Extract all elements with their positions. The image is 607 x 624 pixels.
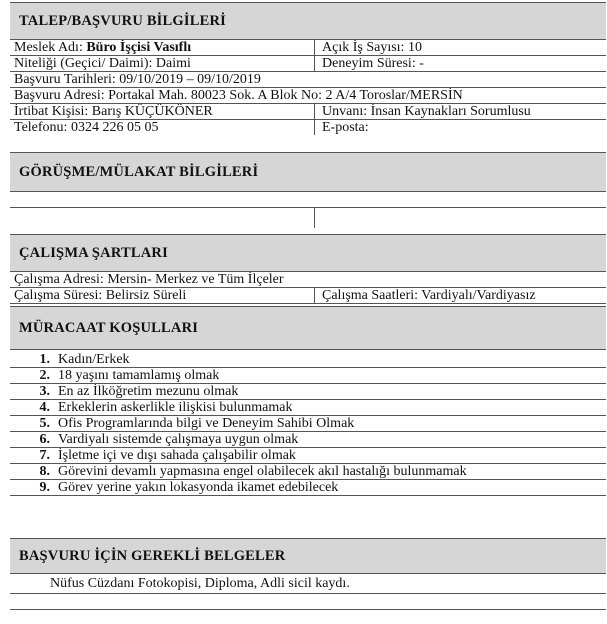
gorusme-row-1 <box>10 192 606 208</box>
documents-row <box>10 576 606 594</box>
row-calisma-adres <box>10 272 606 288</box>
condition-item: 3. En az İlköğretim mezunu olmak <box>10 384 606 400</box>
row-meslek <box>10 40 606 56</box>
conditions-spacer <box>10 496 606 514</box>
irtibat-field: İrtibat Kişisi: Barış KÜÇÜKÖNER <box>14 104 213 119</box>
row-adres <box>10 88 606 104</box>
condition-item: 1. Kadın/Erkek <box>10 352 606 368</box>
section-title: BAŞVURU İÇİN GEREKLİ BELGELER <box>19 547 286 564</box>
section-title: GÖRÜŞME/MÜLAKAT BİLGİLERİ <box>19 163 259 180</box>
condition-item: 2. 18 yaşını tamamlamış olmak <box>10 368 606 384</box>
section-header-calisma <box>10 234 606 272</box>
row-calisma-sure <box>10 288 606 304</box>
section-header-talep <box>10 2 606 40</box>
section-header-muracaat <box>10 306 606 350</box>
condition-item: 6. Vardiyalı sistemde çalışmaya uygun olmak <box>10 432 606 448</box>
row-tarih <box>10 72 606 88</box>
condition-item: 8. Görevini devamlı yapmasına engel olabilecek akıl hastalığı bulunmamak <box>10 464 606 480</box>
section-title: ÇALIŞMA ŞARTLARI <box>19 244 168 261</box>
gorusme-row-2 <box>10 208 606 228</box>
calisma-saat-field: Çalışma Saatleri: Vardiyalı/Vardiyasız <box>322 288 536 303</box>
row-irtibat <box>10 104 606 120</box>
section-header-belgeler <box>10 538 606 574</box>
telefon-field: Telefonu: 0324 226 05 05 <box>14 120 159 135</box>
documents-text: Nüfus Cüzdanı Fotokopisi, Diploma, Adli sicil kaydı. <box>50 576 350 591</box>
documents-row-empty <box>10 594 606 610</box>
tarih-field: Başvuru Tarihleri: 09/10/2019 – 09/10/2019 <box>14 72 261 87</box>
section-title: MÜRACAAT KOŞULLARI <box>19 319 199 336</box>
section-title: TALEP/BAŞVURU BİLGİLERİ <box>19 12 226 29</box>
deneyim-field: Deneyim Süresi: - <box>322 56 424 71</box>
row-telefon <box>10 120 606 136</box>
unvan-field: Unvanı: İnsan Kaynakları Sorumlusu <box>322 104 531 119</box>
calisma-sure-field: Çalışma Süresi: Belirsiz Süreli <box>14 288 187 303</box>
condition-item: 9. Görev yerine yakın lokasyonda ikamet edebilecek <box>10 480 606 496</box>
row-nitelik <box>10 56 606 72</box>
calisma-adres-field: Çalışma Adresi: Mersin- Merkez ve Tüm İlçeler <box>14 272 284 287</box>
meslek-field: Meslek Adı: Büro İşçisi Vasıflı <box>14 40 192 55</box>
acik-is-field: Açık İş Sayısı: 10 <box>322 40 422 55</box>
eposta-field: E-posta: <box>322 120 369 135</box>
condition-item: 4. Erkeklerin askerlikle ilişkisi bulunmamak <box>10 400 606 416</box>
section-header-gorusme <box>10 152 606 192</box>
condition-item: 5. Ofis Programlarında bilgi ve Deneyim Sahibi Olmak <box>10 416 606 432</box>
basvuru-adres-field: Başvuru Adresi: Portakal Mah. 80023 Sok. A Blok No: 2 A/4 Toroslar/MERSİN <box>14 88 463 103</box>
condition-item: 7. İşletme içi ve dışı sahada çalışabilir olmak <box>10 448 606 464</box>
nitelik-field: Niteliği (Geçici/ Daimi): Daimi <box>14 56 191 71</box>
